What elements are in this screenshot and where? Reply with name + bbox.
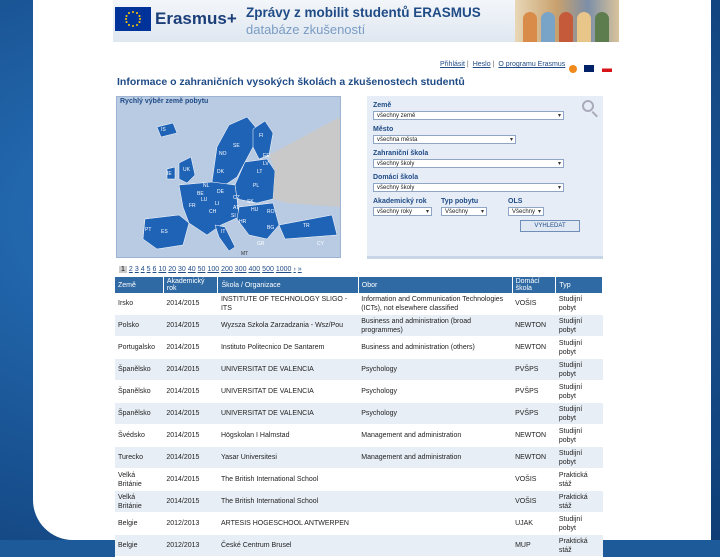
page-link[interactable]: 40 <box>187 266 196 273</box>
map-country-label[interactable]: HU <box>251 207 259 213</box>
cell-school: Yasar Universitesi <box>218 447 358 469</box>
cell-type: Praktická stáž <box>556 535 603 557</box>
table-row[interactable] <box>115 535 603 557</box>
col-school[interactable]: Škola / Organizace <box>218 277 358 293</box>
cell-type: Studijní pobyt <box>556 293 603 315</box>
erasmus-logo[interactable]: Erasmus+ <box>155 9 237 28</box>
cell-type: Studijní pobyt <box>556 447 603 469</box>
cell-field <box>358 535 512 557</box>
cell-year: 2014/2015 <box>163 381 218 403</box>
cell-field: Information and Communication Technologies (ICTs), not elsewhere classified <box>358 293 512 315</box>
site-banner <box>113 0 619 42</box>
cell-school: Högskolan I Halmstad <box>218 425 358 447</box>
cell-year: 2014/2015 <box>163 337 218 359</box>
site-title: Zprávy z mobilit studentů ERASMUS <box>246 5 481 20</box>
map-country-label[interactable]: NO <box>219 151 227 157</box>
map-country-label[interactable]: EE <box>263 153 270 159</box>
map-country-label[interactable]: IS <box>161 127 166 133</box>
cell-home-school: VOŠIS <box>512 293 556 315</box>
map-country-label[interactable]: NL <box>203 183 210 189</box>
col-field[interactable]: Obor <box>358 277 512 293</box>
col-year[interactable]: Akademický rok <box>163 277 218 293</box>
cell-school: UNIVERSITAT DE VALENCIA <box>218 381 358 403</box>
cell-type: Studijní pobyt <box>556 359 603 381</box>
map-country-label[interactable]: BE <box>197 191 204 197</box>
cell-year: 2014/2015 <box>163 425 218 447</box>
map-country-label[interactable]: HR <box>239 219 247 225</box>
col-home-school[interactable]: Domácí škola <box>512 277 556 293</box>
cell-type: Studijní pobyt <box>556 403 603 425</box>
cell-school: UNIVERSITAT DE VALENCIA <box>218 403 358 425</box>
cell-home-school: UJAK <box>512 513 556 535</box>
map-country-label[interactable]: AT <box>233 205 240 211</box>
cell-home-school: VOŠIS <box>512 469 556 491</box>
cell-type: Praktická stáž <box>556 469 603 491</box>
country-label: Země <box>373 102 392 109</box>
cell-field: Business and administration (others) <box>358 337 512 359</box>
foreign-school-label: Zahraniční škola <box>373 150 429 157</box>
cell-type: Studijní pobyt <box>556 337 603 359</box>
map-country-label[interactable]: RO <box>267 209 275 215</box>
results-table <box>115 277 603 557</box>
cell-country: Španělsko <box>115 359 163 381</box>
page-link[interactable]: 6 <box>152 266 157 273</box>
cell-school: Instituto Politecnico De Santarem <box>218 337 358 359</box>
cell-year: 2014/2015 <box>163 447 218 469</box>
cell-type: Studijní pobyt <box>556 381 603 403</box>
page-link[interactable]: 30 <box>178 266 186 273</box>
map-country-label[interactable]: SI <box>231 213 236 219</box>
cell-field: Psychology <box>358 381 512 403</box>
map-russia <box>269 117 340 207</box>
map-country-label[interactable]: DK <box>217 169 224 175</box>
year-label: Akademický rok <box>373 198 427 205</box>
czech-flag-icon[interactable] <box>602 65 612 72</box>
cell-school: České Centrum Brusel <box>218 535 358 557</box>
cell-field: Psychology <box>358 403 512 425</box>
cell-country: Velká Británie <box>115 469 163 491</box>
table-header-row <box>115 277 603 293</box>
map-country-label[interactable]: PT <box>145 227 152 233</box>
cell-country: Velká Británie <box>115 491 163 513</box>
eu-flag-icon <box>115 7 151 31</box>
page-link[interactable]: 50 <box>197 266 206 273</box>
cell-year: 2012/2013 <box>163 513 218 535</box>
cell-field: Management and administration <box>358 425 512 447</box>
cell-country: Irsko <box>115 293 163 315</box>
table-row[interactable] <box>115 315 603 337</box>
cell-year: 2014/2015 <box>163 403 218 425</box>
cell-home-school: NEWTON <box>512 425 556 447</box>
user-links: Přihlásit | Heslo | O programu Erasmus <box>440 61 566 68</box>
password-link[interactable]: Heslo <box>472 61 491 68</box>
table-row[interactable] <box>115 381 603 403</box>
cell-home-school: PVŠPS <box>512 359 556 381</box>
page-link[interactable]: 200 <box>221 266 233 273</box>
program-icon[interactable] <box>569 65 577 73</box>
map-country-label[interactable]: FI <box>259 133 264 139</box>
table-row[interactable] <box>115 293 603 315</box>
map-country-label[interactable]: LU <box>201 197 208 203</box>
page-link[interactable]: » <box>297 266 302 273</box>
map-heading: Rychlý výběr země pobytu <box>120 98 209 105</box>
city-label: Město <box>373 126 394 133</box>
page-link[interactable]: 1000 <box>275 266 292 273</box>
cell-year: 2012/2013 <box>163 535 218 557</box>
cell-home-school: PVŠPS <box>512 403 556 425</box>
map-country-label[interactable]: SE <box>233 143 240 149</box>
cell-field <box>358 513 512 535</box>
cell-field: Psychology <box>358 359 512 381</box>
map-country-label[interactable]: UK <box>183 167 190 173</box>
map-country-label[interactable]: LT <box>257 169 263 175</box>
cell-year: 2014/2015 <box>163 491 218 513</box>
col-type[interactable]: Typ <box>556 277 603 293</box>
year-select[interactable]: všechny roky ▾ <box>373 207 432 216</box>
europe-map[interactable] <box>116 96 341 258</box>
cell-school: The British International School <box>218 469 358 491</box>
map-country-label[interactable]: MT <box>241 251 249 257</box>
page-link[interactable]: › <box>293 266 296 273</box>
ols-select[interactable]: Všechny ▾ <box>508 207 544 216</box>
map-country-label[interactable]: IE <box>167 171 172 177</box>
map-country-label[interactable]: PL <box>253 183 260 189</box>
pagination <box>119 266 304 273</box>
cell-country: Švédsko <box>115 425 163 447</box>
cell-home-school: VOŠIS <box>512 491 556 513</box>
page-link[interactable]: 3 <box>134 266 139 273</box>
cell-home-school: NEWTON <box>512 315 556 337</box>
city-select[interactable]: všechna města ▾ <box>373 135 516 144</box>
page-link[interactable]: 300 <box>234 266 247 273</box>
cell-school: ARTESIS HOGESCHOOL ANTWERPEN <box>218 513 358 535</box>
cell-type: Studijní pobyt <box>556 513 603 535</box>
map-country-label[interactable]: DE <box>217 189 224 195</box>
ols-label: OLS <box>508 198 523 205</box>
map-country-label[interactable]: BG <box>267 225 275 231</box>
cell-country: Turecko <box>115 447 163 469</box>
map-country-label[interactable]: ES <box>161 229 168 235</box>
search-button[interactable]: VYHLEDAT <box>520 220 580 232</box>
page-link[interactable]: 2 <box>128 266 133 273</box>
cell-country: Belgie <box>115 513 163 535</box>
cell-school: Wyzsza Szkola Zarzadzania - Wsz/Pou <box>218 315 358 337</box>
cell-year: 2014/2015 <box>163 359 218 381</box>
home-school-select[interactable]: všechny školy ▾ <box>373 183 564 192</box>
map-country-label[interactable]: LI <box>215 201 220 207</box>
cell-home-school: PVŠPS <box>512 381 556 403</box>
map-country-label[interactable]: FR <box>189 203 196 209</box>
stay-type-select[interactable]: Všechny ▾ <box>441 207 487 216</box>
country-select[interactable]: všechny země ▾ <box>373 111 564 120</box>
cell-home-school: MUP <box>512 535 556 557</box>
about-link[interactable]: O programu Erasmus <box>498 61 566 68</box>
students-photo <box>515 0 619 42</box>
table-row[interactable] <box>115 359 603 381</box>
cell-school: The British International School <box>218 491 358 513</box>
cell-country: Španělsko <box>115 403 163 425</box>
foreign-school-select[interactable]: všechny školy ▾ <box>373 159 564 168</box>
cell-country: Polsko <box>115 315 163 337</box>
cell-home-school: NEWTON <box>512 447 556 469</box>
cell-school: UNIVERSITAT DE VALENCIA <box>218 359 358 381</box>
cell-field: Management and administration <box>358 447 512 469</box>
page-link[interactable]: 500 <box>262 266 274 273</box>
page-link[interactable]: 10 <box>158 266 167 273</box>
table-row[interactable] <box>115 513 603 535</box>
english-flag-icon[interactable] <box>584 65 594 72</box>
page-link[interactable]: 400 <box>248 266 261 273</box>
map-iceland <box>157 123 177 137</box>
map-country-label[interactable]: CZ <box>233 195 240 201</box>
table-row[interactable] <box>115 491 603 513</box>
cell-home-school: NEWTON <box>512 337 556 359</box>
cell-year: 2014/2015 <box>163 315 218 337</box>
map-country-label[interactable]: CY <box>317 241 324 247</box>
table-row[interactable] <box>115 447 603 469</box>
table-row[interactable] <box>115 337 603 359</box>
cell-type: Studijní pobyt <box>556 315 603 337</box>
cell-field <box>358 469 512 491</box>
site-subtitle: databáze zkušeností <box>246 22 366 37</box>
map-country-label[interactable]: IT <box>221 229 226 235</box>
page-title: Informace o zahraničních vysokých školách a zkušenostech studentů <box>117 76 465 88</box>
search-icon <box>582 100 594 112</box>
cell-year: 2014/2015 <box>163 469 218 491</box>
cell-school: INSTITUTE OF TECHNOLOGY SLIGO - ITS <box>218 293 358 315</box>
col-country[interactable]: Země <box>115 277 163 293</box>
table-row[interactable] <box>115 425 603 447</box>
cell-field: Business and administration (broad programmes) <box>358 315 512 337</box>
cell-country: Španělsko <box>115 381 163 403</box>
home-school-label: Domácí škola <box>373 174 419 181</box>
stay-type-label: Typ pobytu <box>441 198 479 205</box>
map-country-label[interactable]: SK <box>247 199 254 205</box>
page-link[interactable]: 4 <box>140 266 145 273</box>
cell-country: Portugalsko <box>115 337 163 359</box>
language-switcher <box>566 60 612 78</box>
page-link[interactable]: 5 <box>146 266 151 273</box>
cell-field <box>358 491 512 513</box>
map-country-label[interactable]: TR <box>303 223 310 229</box>
table-row[interactable] <box>115 403 603 425</box>
table-row[interactable] <box>115 469 603 491</box>
cell-type: Praktická stáž <box>556 491 603 513</box>
login-link[interactable]: Přihlásit <box>440 61 465 68</box>
map-country-label[interactable]: LV <box>263 161 269 167</box>
page-link[interactable]: 20 <box>168 266 177 273</box>
page-link[interactable]: 100 <box>207 266 220 273</box>
cell-type: Studijní pobyt <box>556 425 603 447</box>
page-current[interactable]: 1 <box>121 266 125 273</box>
map-country-label[interactable]: CH <box>209 209 217 215</box>
cell-country: Belgie <box>115 535 163 557</box>
cell-year: 2014/2015 <box>163 293 218 315</box>
map-country-label[interactable]: GR <box>257 241 265 247</box>
